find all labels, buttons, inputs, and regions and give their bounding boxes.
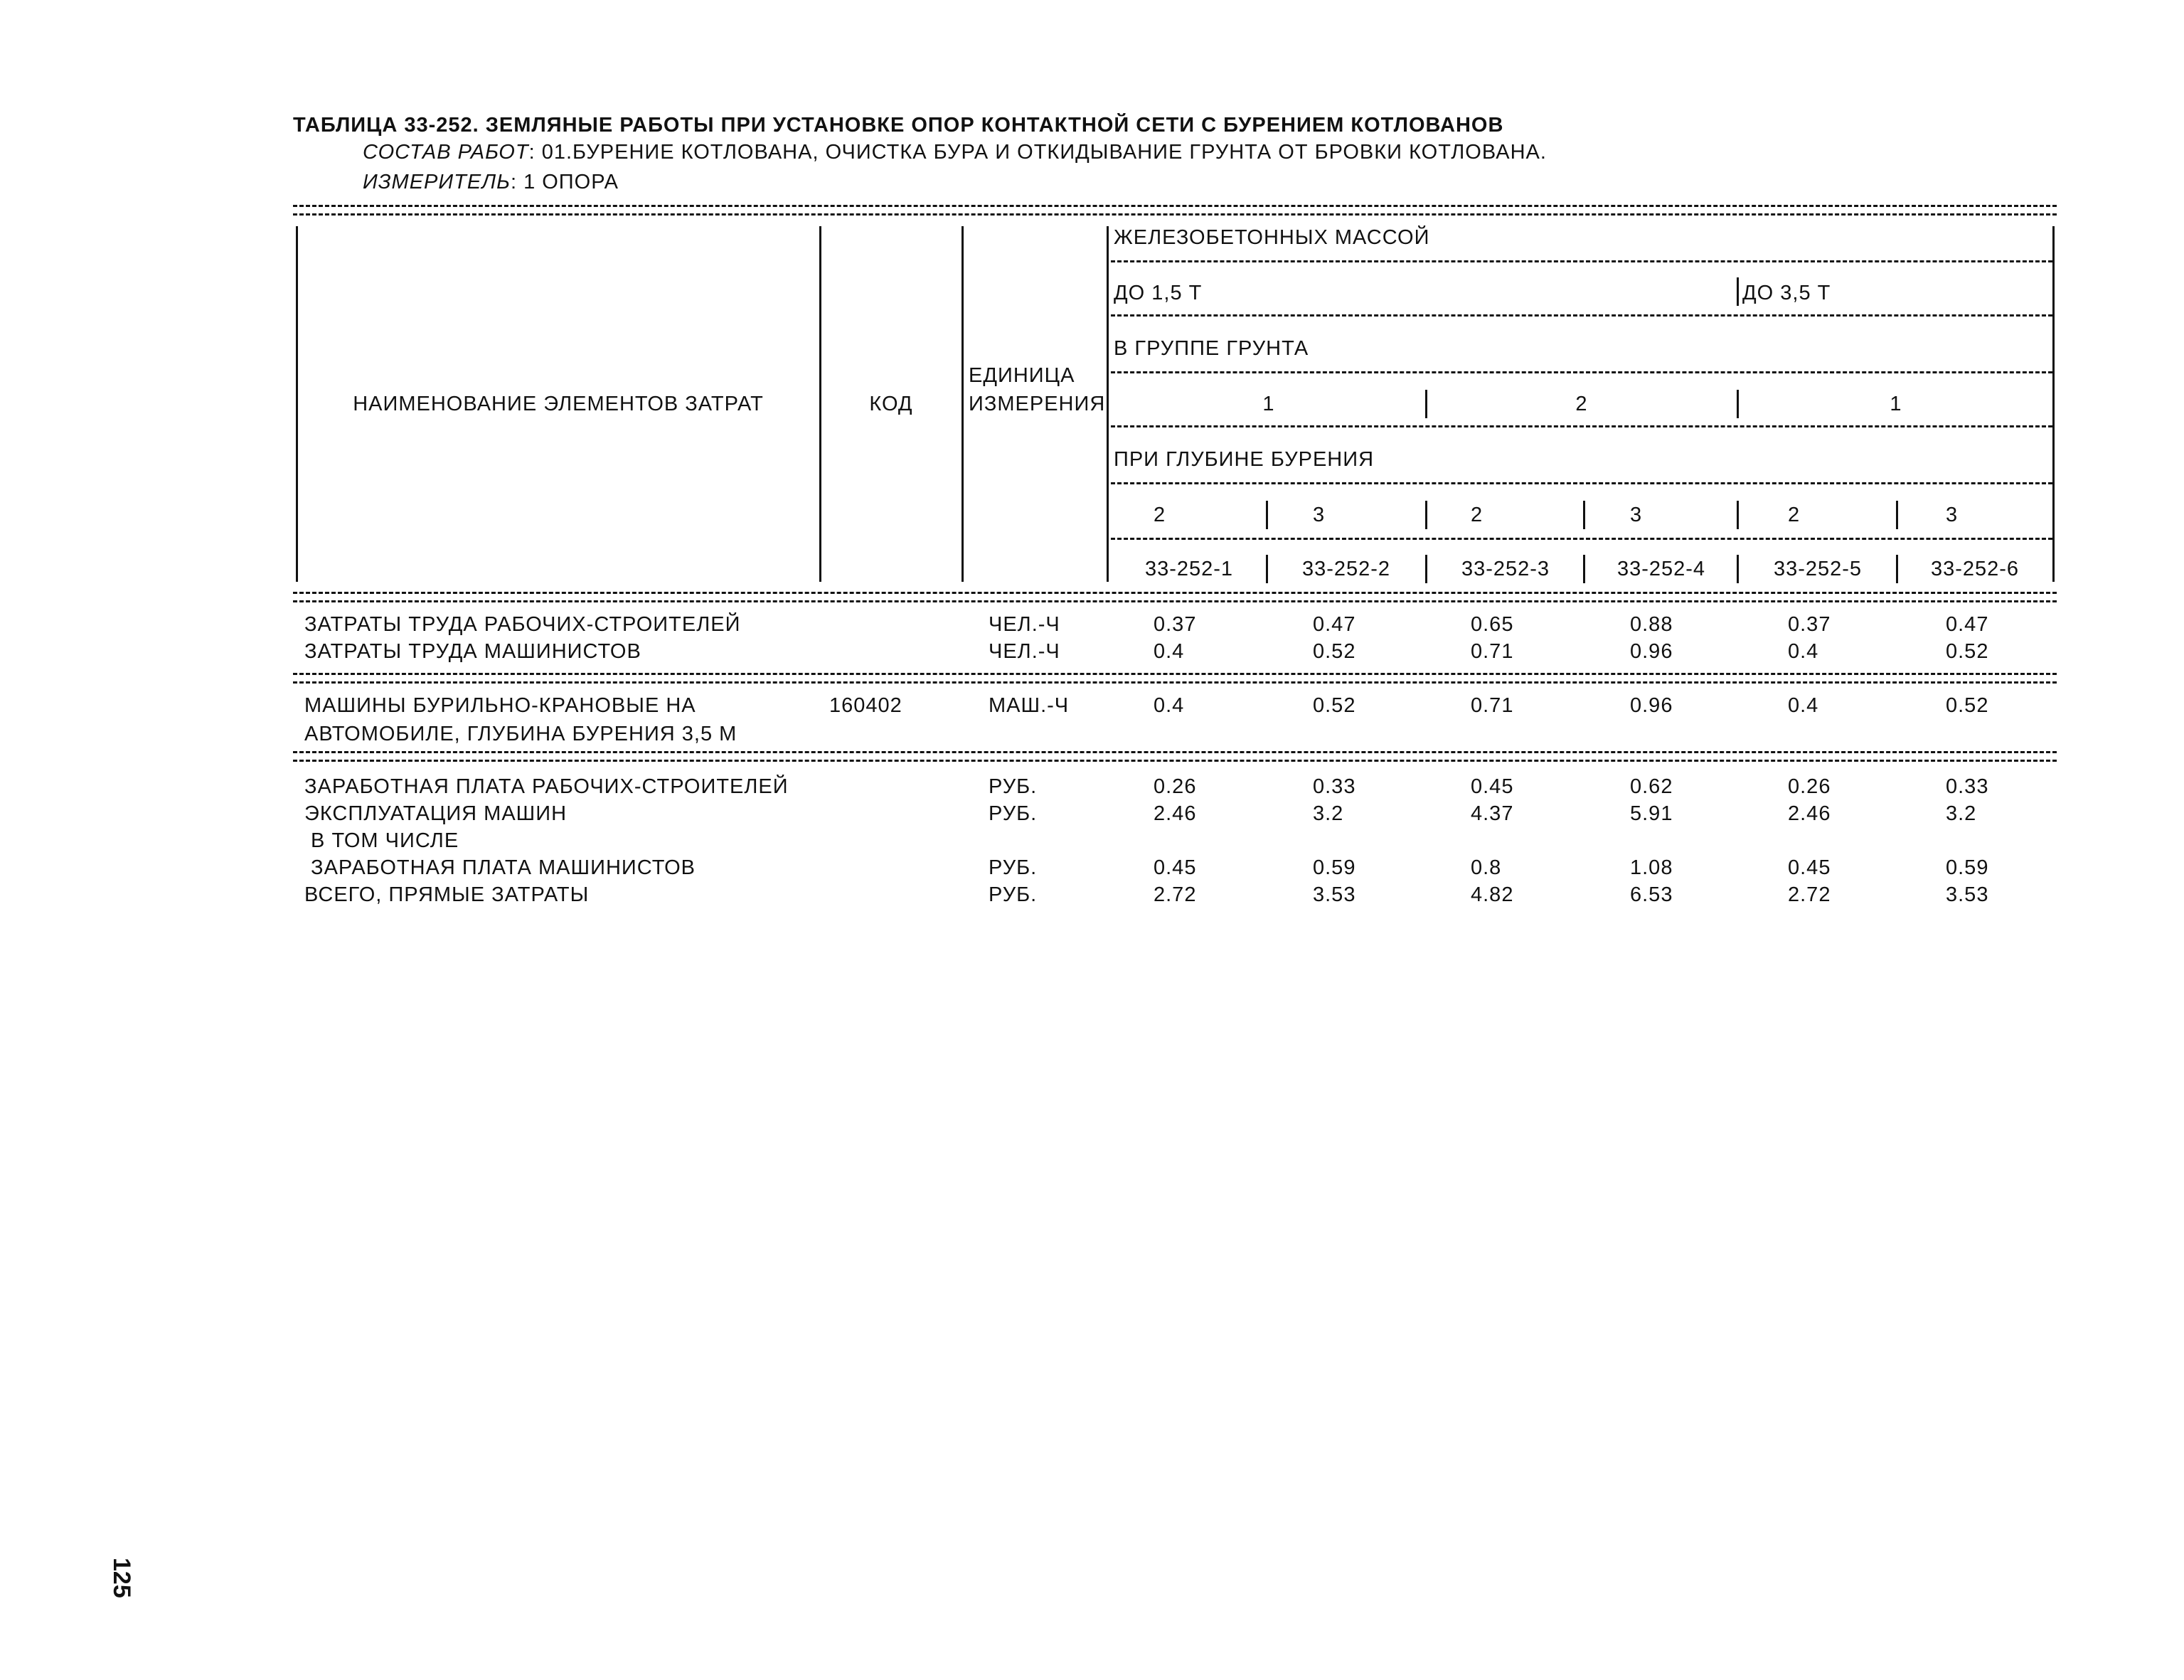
header-top-rule-2 <box>293 213 2057 216</box>
measure-unit <box>363 171 619 194</box>
header-depth-3: 2 <box>1471 504 1483 526</box>
header-rule-massval <box>1111 314 2052 317</box>
header-code-divider-5 <box>1896 555 1898 583</box>
header-code-col-5: 33-252-5 <box>1773 558 1863 580</box>
header-depth-divider-4 <box>1737 501 1739 529</box>
header-mass-divider <box>1737 277 1739 306</box>
header-rule-mass <box>1111 260 2052 262</box>
row-value: 2.72 <box>1788 883 1831 906</box>
row-value: 3.2 <box>1946 802 1977 825</box>
header-depth: ПРИ ГЛУБИНЕ БУРЕНИЯ <box>1114 448 1375 471</box>
header-soil-group-2: 2 <box>1575 393 1588 415</box>
header-mass-b: ДО 3,5 Т <box>1742 282 1831 304</box>
header-left-border <box>296 226 298 582</box>
header-code-col-3: 33-252-3 <box>1461 558 1550 580</box>
row-value: 0.59 <box>1313 856 1356 879</box>
header-code-divider-2 <box>1425 555 1427 583</box>
row-value: 0.4 <box>1154 694 1185 717</box>
header-code-divider-4 <box>1737 555 1739 583</box>
header-code-divider-1 <box>1266 555 1268 583</box>
row-value: 5.91 <box>1630 802 1673 825</box>
header-code-col-1: 33-252-1 <box>1144 558 1234 580</box>
row-value: 0.45 <box>1154 856 1197 879</box>
row-value: 4.82 <box>1471 883 1514 906</box>
row-value: 0.8 <box>1471 856 1502 879</box>
header-code-col-4: 33-252-4 <box>1616 558 1706 580</box>
header-top-rule <box>293 205 2057 207</box>
row-value: 2.72 <box>1154 883 1197 906</box>
work-composition-text: : 01.БУРЕНИЕ КОТЛОВАНА, ОЧИСТКА БУРА И ОТКИДЫВАНИЕ ГРУНТА ОТ БРОВКИ КОТЛОВАНА. <box>528 141 1547 164</box>
row-name: АВТОМОБИЛЕ, ГЛУБИНА БУРЕНИЯ 3,5 М <box>304 723 737 745</box>
header-bottom-rule <box>293 592 2057 594</box>
row-value: 0.65 <box>1471 613 1514 636</box>
row-value: 0.62 <box>1630 775 1673 798</box>
row-value: 0.52 <box>1313 640 1356 663</box>
header-unit-line2: ИЗМЕРЕНИЯ <box>969 393 1106 415</box>
row-code: 160402 <box>829 694 902 717</box>
header-rule-soil <box>1111 371 2052 373</box>
header-unit-divider <box>1107 226 1109 582</box>
row-value: 2.46 <box>1788 802 1831 825</box>
row-value: 3.53 <box>1946 883 1989 906</box>
row-value: 0.4 <box>1154 640 1185 663</box>
header-unit-line1: ЕДИНИЦА <box>969 364 1075 387</box>
header-depth-divider-1 <box>1266 501 1268 529</box>
row-value: 0.45 <box>1471 775 1514 798</box>
row-name: В ТОМ ЧИСЛЕ <box>304 829 459 852</box>
row-value: 0.26 <box>1154 775 1197 798</box>
group-separator-2 <box>293 751 2057 753</box>
row-value: 0.47 <box>1946 613 1989 636</box>
header-bottom-rule-2 <box>293 600 2057 602</box>
row-name: ЗАРАБОТНАЯ ПЛАТА МАШИНИСТОВ <box>304 856 696 879</box>
row-value: 3.53 <box>1313 883 1356 906</box>
row-value: 0.96 <box>1630 640 1673 663</box>
page-number: 125 <box>108 1558 135 1598</box>
row-value: 4.37 <box>1471 802 1514 825</box>
row-value: 0.52 <box>1946 640 1989 663</box>
row-value: 0.96 <box>1630 694 1673 717</box>
measure-unit-text: : 1 ОПОРА <box>510 171 619 193</box>
header-code-col-6: 33-252-6 <box>1930 558 2020 580</box>
header-depth-divider-5 <box>1896 501 1898 529</box>
row-value: 0.37 <box>1788 613 1831 636</box>
row-unit: РУБ. <box>989 883 1038 906</box>
row-name: ЗАТРАТЫ ТРУДА РАБОЧИХ-СТРОИТЕЛЕЙ <box>304 613 741 636</box>
row-value: 0.52 <box>1946 694 1989 717</box>
header-code: КОД <box>869 393 913 415</box>
header-soil-group-3: 1 <box>1890 393 1902 415</box>
group-separator-1 <box>293 673 2057 675</box>
header-depth-5: 2 <box>1788 504 1801 526</box>
row-unit: ЧЕЛ.-Ч <box>989 613 1060 636</box>
row-value: 0.71 <box>1471 694 1514 717</box>
header-code-divider <box>962 226 964 582</box>
measure-unit-label: ИЗМЕРИТЕЛЬ <box>363 171 511 193</box>
group-separator-1b <box>293 681 2057 684</box>
row-value: 6.53 <box>1630 883 1673 906</box>
row-value: 0.47 <box>1313 613 1356 636</box>
header-soil: В ГРУППЕ ГРУНТА <box>1114 337 1309 360</box>
table-title: ТАБЛИЦА 33-252. ЗЕМЛЯНЫЕ РАБОТЫ ПРИ УСТАНОВКЕ ОПОР КОНТАКТНОЙ СЕТИ С БУРЕНИЕМ КОТЛОВАНОВ <box>293 114 1504 137</box>
row-value: 0.33 <box>1313 775 1356 798</box>
row-value: 0.59 <box>1946 856 1989 879</box>
row-value: 0.88 <box>1630 613 1673 636</box>
header-rule-depthval <box>1111 538 2052 540</box>
header-name: НАИМЕНОВАНИЕ ЭЛЕМЕНТОВ ЗАТРАТ <box>353 393 764 415</box>
header-mass: ЖЕЛЕЗОБЕТОННЫХ МАССОЙ <box>1114 226 1430 249</box>
header-name-divider <box>819 226 821 582</box>
row-unit: РУБ. <box>989 802 1038 825</box>
row-value: 0.37 <box>1154 613 1197 636</box>
header-code-divider-3 <box>1583 555 1585 583</box>
header-rule-depth <box>1111 482 2052 484</box>
row-value: 0.33 <box>1946 775 1989 798</box>
row-unit: РУБ. <box>989 856 1038 879</box>
work-composition <box>363 141 1547 164</box>
row-unit: ЧЕЛ.-Ч <box>989 640 1060 663</box>
header-depth-divider-3 <box>1583 501 1585 529</box>
header-mass-a: ДО 1,5 Т <box>1114 282 1203 304</box>
header-code-col-2: 33-252-2 <box>1301 558 1391 580</box>
header-depth-2: 3 <box>1313 504 1326 526</box>
header-soil-group-1: 1 <box>1262 393 1275 415</box>
row-name: ЗАРАБОТНАЯ ПЛАТА РАБОЧИХ-СТРОИТЕЛЕЙ <box>304 775 789 798</box>
header-depth-1: 2 <box>1154 504 1166 526</box>
row-name: ЗАТРАТЫ ТРУДА МАШИНИСТОВ <box>304 640 641 663</box>
row-value: 2.46 <box>1154 802 1197 825</box>
row-value: 1.08 <box>1630 856 1673 879</box>
row-value: 0.26 <box>1788 775 1831 798</box>
header-rule-soilval <box>1111 425 2052 427</box>
group-separator-2b <box>293 760 2057 762</box>
header-depth-6: 3 <box>1946 504 1959 526</box>
header-depth-divider-2 <box>1425 501 1427 529</box>
row-name: ВСЕГО, ПРЯМЫЕ ЗАТРАТЫ <box>304 883 590 906</box>
row-name: МАШИНЫ БУРИЛЬНО-КРАНОВЫЕ НА <box>304 694 696 717</box>
row-unit: МАШ.-Ч <box>989 694 1070 717</box>
row-name: ЭКСПЛУАТАЦИЯ МАШИН <box>304 802 568 825</box>
row-value: 3.2 <box>1313 802 1344 825</box>
row-value: 0.52 <box>1313 694 1356 717</box>
work-composition-label: СОСТАВ РАБОТ <box>363 141 529 164</box>
row-value: 0.45 <box>1788 856 1831 879</box>
row-value: 0.4 <box>1788 640 1819 663</box>
header-depth-4: 3 <box>1630 504 1643 526</box>
row-value: 0.4 <box>1788 694 1819 717</box>
row-value: 0.71 <box>1471 640 1514 663</box>
row-unit: РУБ. <box>989 775 1038 798</box>
